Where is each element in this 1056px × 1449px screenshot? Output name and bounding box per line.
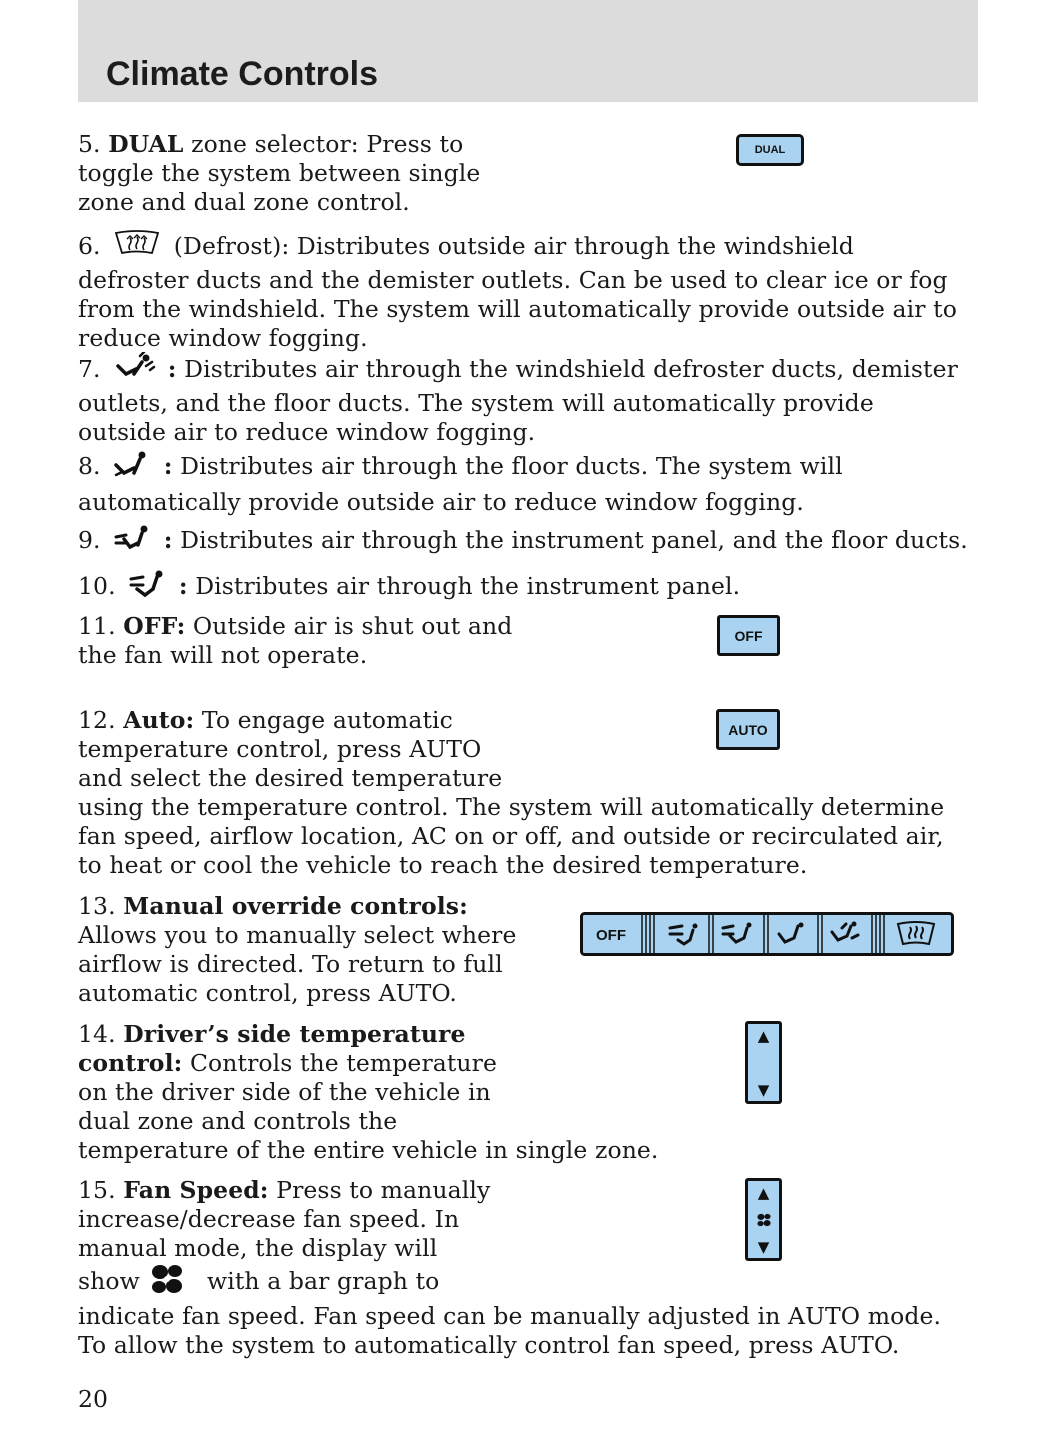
manual-override-strip [580, 912, 954, 956]
panel-mode-icon [127, 569, 167, 606]
fan-icon [149, 1263, 185, 1302]
defrost-icon [112, 229, 162, 266]
page-title: Climate Controls [106, 55, 379, 93]
item-5-dual: 5. DUAL zone selector: Press to toggle the system between single zone and dual zone control. [78, 130, 481, 216]
auto-button[interactable]: AUTO [716, 709, 780, 750]
dual-button[interactable]: DUAL [736, 134, 804, 166]
strip-off-label: OFF [596, 927, 626, 944]
fan-speed-rocker[interactable] [745, 1178, 782, 1261]
panel-floor-mode-icon [112, 523, 152, 560]
item-12-auto: 12. Auto: To engage automatic temperature control, press AUTO and select the desired temperature using the temperature control. The system will automatically determine fan speed, airflow location, AC on or off, and outside or recirculated air, to heat or cool the vehicle to reach the desired temperature. [78, 706, 945, 879]
item-15-fan-speed: 15. Fan Speed: Press to manually increase/decrease fan speed. In manual mode, the display will show with a bar graph to indicate fan speed. Fan speed can be manually adjusted in AUTO mode. To allow the system to automatically control fan speed, press AUTO. [78, 1176, 942, 1359]
off-button[interactable]: OFF [717, 615, 780, 656]
temperature-rocker[interactable] [745, 1021, 782, 1104]
floor-mode-icon [112, 449, 152, 487]
defrost-floor-mode-icon [112, 352, 156, 389]
item-14-driver-temp: 14. Driver’s side temperature control: Controls the temperature on the driver side of the vehicle in dual zone and controls the temperature of the entire vehicle in single zone. [78, 1020, 659, 1164]
fan-down-arrow[interactable]: ▼ [757, 1238, 770, 1256]
fan-small-icon [748, 1212, 779, 1231]
fan-up-arrow[interactable]: ▲ [757, 1184, 770, 1202]
item-8-floor: 8. : Distributes air through the floor ducts. The system will automatically provide outside air to reduce window fogging. [78, 449, 998, 518]
item-7-defrost-floor: 7. : Distributes air through the windshield defroster ducts, demister outlets, and the floor ducts. The system will automatically provide outside air to reduce window fogging. [78, 352, 998, 447]
item-10-panel: 10. : Distributes air through the instrument panel. [78, 569, 998, 606]
item-6-defrost: 6. (Defrost): Distributes outside air through the windshield defroster ducts and the demister outlets. Can be used to clear ice or fog from the windshield. The system will automatically provide outside air to reduce window fogging. [78, 229, 998, 353]
temp-down-arrow[interactable]: ▼ [757, 1081, 770, 1099]
item-13-manual-override: 13. Manual override controls: Allows you to manually select where airflow is directed. To return to full automatic control, press AUTO. [78, 892, 517, 1007]
item-11-off: 11. OFF: Outside air is shut out and the fan will not operate. [78, 612, 513, 669]
page-number: 20 [78, 1385, 108, 1413]
temp-up-arrow[interactable]: ▲ [757, 1027, 770, 1045]
strip-off-button[interactable] [596, 927, 626, 944]
item-9-panel-floor: 9. : Distributes air through the instrument panel, and the floor ducts. [78, 523, 1018, 560]
